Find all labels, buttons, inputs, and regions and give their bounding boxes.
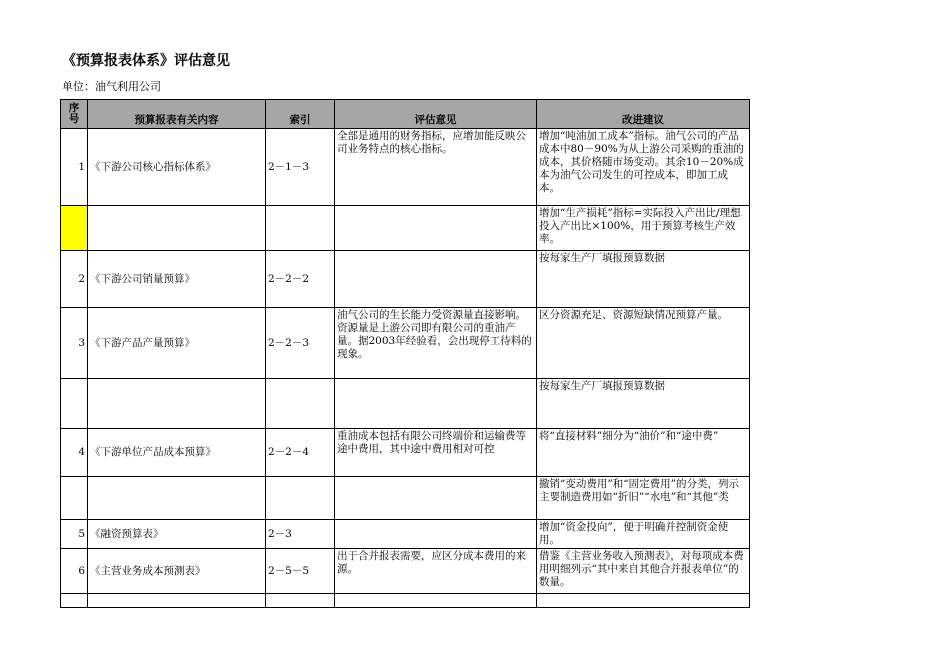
row-opinion	[335, 594, 537, 608]
row-index: 2－2－2	[266, 251, 335, 308]
table-row	[61, 594, 750, 608]
table-row	[61, 477, 750, 520]
header-index: 索引	[266, 100, 335, 129]
evaluation-table	[60, 99, 750, 608]
unit-label: 单位：油气利用公司	[62, 80, 161, 93]
row-no	[61, 379, 88, 429]
row-content: 《主营业务成本预测表》	[88, 549, 266, 594]
table-row	[61, 251, 750, 308]
row-suggestion: 借鉴《主营业务收入预测表》，对每项成本费用明细列示“其中来自其他合并报表单位”的数量。	[537, 549, 750, 594]
header-opinion: 评估意见	[335, 100, 537, 129]
row-no	[61, 477, 88, 520]
header-no-line2: 号	[68, 113, 80, 125]
row-index	[266, 206, 335, 251]
row-opinion	[335, 206, 537, 251]
row-content	[88, 477, 266, 520]
row-no: 2	[61, 251, 88, 308]
row-no	[61, 594, 88, 608]
table-row	[61, 520, 750, 549]
row-suggestion: 撤销“变动费用”和“固定费用”的分类，列示主要制造费用如“折旧”“水电”和“其他”类	[537, 477, 750, 520]
row-index: 2－5－5	[266, 549, 335, 594]
row-no: 6	[61, 549, 88, 594]
row-content: 《下游产品产量预算》	[88, 308, 266, 379]
table-row	[61, 429, 750, 477]
row-suggestion: 增加“生产损耗”指标=实际投入产出比/理想投入产出比×100%，用于预算考核生产效率。	[537, 206, 750, 251]
row-content: 《下游公司销量预算》	[88, 251, 266, 308]
row-index: 2－2－4	[266, 429, 335, 477]
table-row	[61, 308, 750, 379]
row-no: 4	[61, 429, 88, 477]
table-row	[61, 379, 750, 429]
row-index	[266, 379, 335, 429]
row-opinion: 出于合并报表需要，应区分成本费用的来源。	[335, 549, 537, 594]
row-content	[88, 594, 266, 608]
row-no-highlighted	[61, 206, 88, 251]
row-suggestion	[537, 594, 750, 608]
row-index: 2－2－3	[266, 308, 335, 379]
row-opinion	[335, 251, 537, 308]
row-content: 《下游公司核心指标体系》	[88, 129, 266, 206]
header-row	[61, 100, 750, 129]
row-opinion	[335, 520, 537, 549]
row-index	[266, 594, 335, 608]
row-opinion	[335, 477, 537, 520]
row-index: 2－3	[266, 520, 335, 549]
row-suggestion: 按每家生产厂填报预算数据	[537, 379, 750, 429]
row-content	[88, 379, 266, 429]
row-opinion	[335, 379, 537, 429]
row-suggestion: 将“直接材料”细分为“油价”和“途中费”	[537, 429, 750, 477]
row-suggestion: 区分资源充足、资源短缺情况预算产量。	[537, 308, 750, 379]
table-row	[61, 129, 750, 206]
row-suggestion: 增加“资金投向”，便于明确并控制资金使用。	[537, 520, 750, 549]
row-no: 3	[61, 308, 88, 379]
row-index: 2－1－3	[266, 129, 335, 206]
table-row	[61, 549, 750, 594]
row-index	[266, 477, 335, 520]
row-opinion: 油气公司的生长能力受资源量直接影响。资源量是上游公司即有限公司的重油产量。据2003年经验看，会出现停工待料的现象。	[335, 308, 537, 379]
row-opinion: 重油成本包括有限公司终端价和运输费等途中费用，其中途中费用相对可控	[335, 429, 537, 477]
header-suggestion: 改进建议	[537, 100, 750, 129]
row-no: 5	[61, 520, 88, 549]
header-no	[61, 100, 88, 129]
row-no: 1	[61, 129, 88, 206]
table-row	[61, 206, 750, 251]
row-opinion: 全部是通用的财务指标，应增加能反映公司业务特点的核心指标。	[335, 129, 537, 206]
header-content: 预算报表有关内容	[88, 100, 266, 129]
page-title: 《预算报表体系》评估意见	[62, 53, 230, 69]
row-content: 《下游单位产品成本预算》	[88, 429, 266, 477]
header-no-line1: 序	[68, 102, 80, 114]
row-content: 《融资预算表》	[88, 520, 266, 549]
row-suggestion: 增加“吨油加工成本”指标。油气公司的产品成本中80－90%为从上游公司采购的重油的成本，其价格随市场变动。其余10－20%成本为油气公司发生的可控成本，即加工成本。	[537, 129, 750, 206]
row-suggestion: 按每家生产厂填报预算数据	[537, 251, 750, 308]
row-content	[88, 206, 266, 251]
